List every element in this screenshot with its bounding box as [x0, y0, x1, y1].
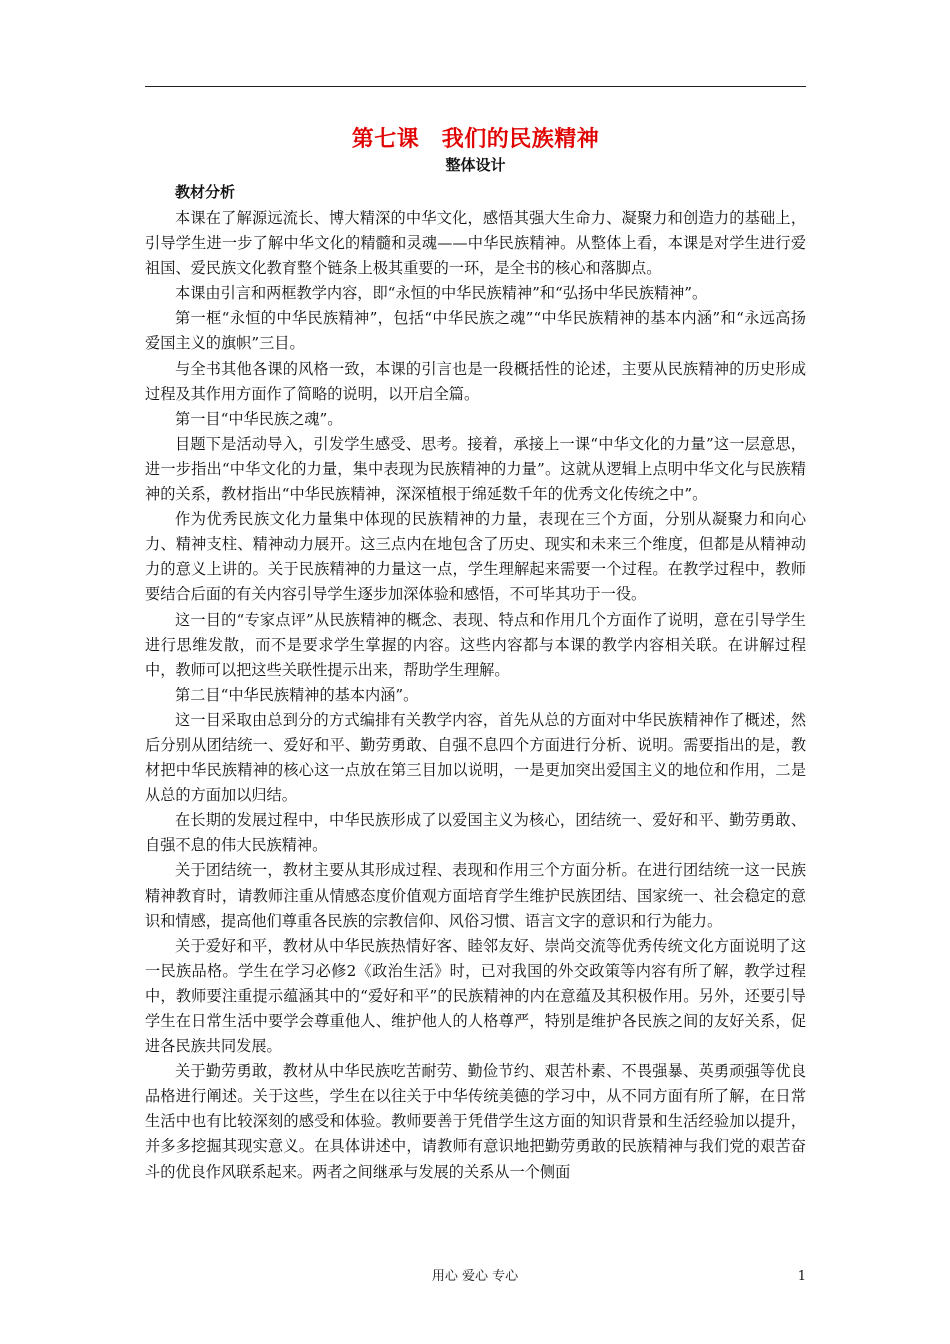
document-body: [145, 124, 806, 1185]
paragraph: 目题下是活动导入，引发学生感受、思考。接着，承接上一课“中华文化的力量”这一层意思，进一步指出“中华文化的力量，集中表现为民族精神的力量”。这就从逻辑上点明中华文化与民族精神的关系，教材指出“中华民族精神，深深植根于绵延数千年的优秀文化传统之中”。: [145, 434, 806, 504]
paragraph: 第一框“永恒的中华民族精神”，包括“中华民族之魂”“中华民族精神的基本内涵”和“永远高扬爱国主义的旗帜”三目。: [145, 309, 806, 353]
lesson-title: 第七课 我们的民族精神: [351, 126, 600, 152]
page-number: 1: [797, 1269, 806, 1284]
paragraph: 关于爱好和平，教材从中华民族热情好客、睦邻友好、崇尚交流等优秀传统文化方面说明了这一民族品格。学生在学习必修2《政治生活》时，已对我国的外交政策等内容有所了解，教学过程中，教师要注重提示蕴涵其中的“爱好和平”的民族精神的内在意蕴及其积极作用。另外，还要引导学生在日常生活中要学会尊重他人、维护他人的人格尊严，特别是维护各民族之间的友好关系，促进各民族共同发展。: [145, 936, 806, 1056]
paragraph: 作为优秀民族文化力量集中体现的民族精神的力量，表现在三个方面，分别从凝聚力和向心力、精神支柱、精神动力展开。这三点内在地包含了历史、现实和未来三个维度，但都是从精神动力的意义上讲的。关于民族精神的力量这一点，学生理解起来需要一个过程。在教学过程中，教师要结合后面的有关内容引导学生逐步加深体验和感悟，不可毕其功于一役。: [145, 510, 806, 604]
header-rule: [145, 86, 806, 87]
paragraph: 关于团结统一，教材主要从其形成过程、表现和作用三个方面分析。在进行团结统一这一民族精神教育时，请教师注重从情感态度价值观方面培育学生维护民族团结、国家统一、社会稳定的意识和情感，提高他们尊重各民族的宗教信仰、风俗习惯、语言文字的意识和行为能力。: [145, 861, 806, 930]
paragraph: 与全书其他各课的风格一致，本课的引言也是一段概括性的论述，主要从民族精神的历史形成过程及其作用方面作了简略的说明，以开启全篇。: [145, 359, 806, 403]
paragraph: 关于勤劳勇敢，教材从中华民族吃苦耐劳、勤俭节约、艰苦朴素、不畏强暴、英勇顽强等优良品格进行阐述。关于这些，学生在以往关于中华传统美德的学习中，从不同方面有所了解，在日常生活中也有比较深刻的感受和体验。教师要善于凭借学生这方面的知识背景和生活经验加以提升，并多多挖掘其现实意义。在具体讲述中，请教师有意识地把勤劳勇敢的民族精神与我们党的艰苦奋斗的优良作风联系起来。两者之间继承与发展的关系从一个侧面: [145, 1062, 806, 1181]
section-heading: 教材分析: [175, 183, 236, 201]
footer-motto: 用心 爱心 专心: [431, 1269, 519, 1284]
paragraph: 这一目采取由总到分的方式编排有关教学内容，首先从总的方面对中华民族精神作了概述，然后分别从团结统一、爱好和平、勤劳勇敢、自强不息四个方面进行分析、说明。需要指出的是，教材把中华民族精神的核心这一点放在第三目加以说明，一是更加突出爱国主义的地位和作用，二是从总的方面加以归结。: [145, 710, 806, 805]
paragraph: 在长期的发展过程中，中华民族形成了以爱国主义为核心，团结统一、爱好和平、勤劳勇敢、自强不息的伟大民族精神。: [145, 811, 806, 855]
paragraph: 本课在了解源远流长、博大精深的中华文化，感悟其强大生命力、凝聚力和创造力的基础上，引导学生进一步了解中华文化的精髓和灵魂——中华民族精神。从整体上看，本课是对学生进行爱祖国、爱民族文化教育整个链条上极其重要的一环，是全书的核心和落脚点。: [145, 209, 806, 278]
paragraph: 第二目“中华民族精神的基本内涵”。: [175, 685, 419, 704]
paragraph: 本课由引言和两框教学内容，即“永恒的中华民族精神”和“弘扬中华民族精神”。: [175, 284, 708, 303]
lesson-subtitle: 整体设计: [445, 156, 506, 174]
paragraph: 这一目的“专家点评”从民族精神的概念、表现、特点和作用几个方面作了说明，意在引导学生进行思维发散，而不是要求学生掌握的内容。这些内容都与本课的教学内容相关联。在讲解过程中，教师可以把这些关联性提示出来，帮助学生理解。: [145, 610, 806, 679]
paragraph: 第一目“中华民族之魂”。: [175, 409, 343, 428]
